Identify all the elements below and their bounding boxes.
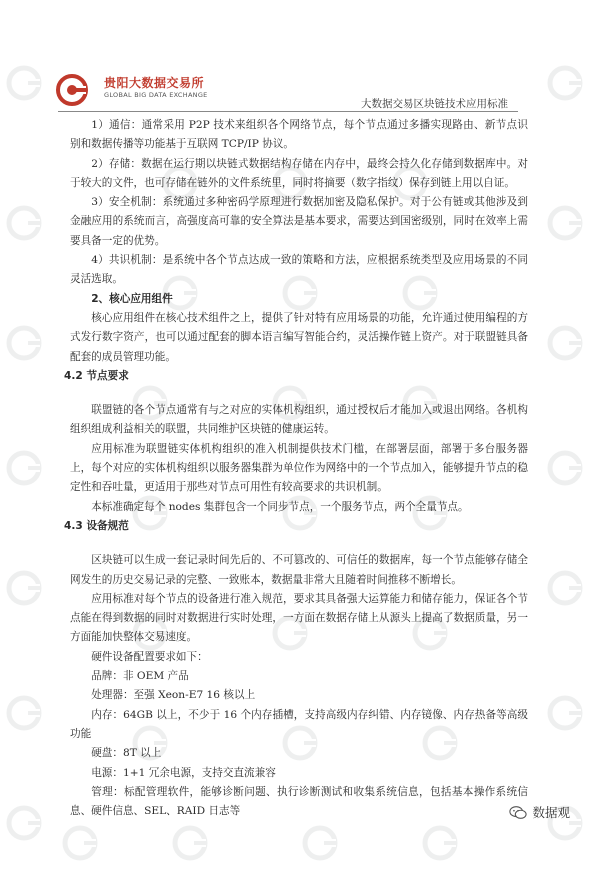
body-paragraph: 本标准确定每个 nodes 集群包含一个同步节点，一个服务节点，两个全量节点。 (91, 500, 469, 513)
body-paragraph: 管理：标配管理软件，能够诊断问题、执行诊断测试和收集系统信息，包括基本操作系统信息、硬件信息、SEL、RAID 日志等 (70, 785, 528, 818)
watermark-logo-icon (545, 320, 591, 366)
paragraph-gap (70, 386, 528, 401)
body-paragraph: 4）共识机制：是系统中各个节点达成一致的策略和方法，应根据系统类型及应用场景的不同灵活选取。 (70, 254, 528, 286)
document-body (64, 116, 528, 821)
subsection-heading: 2、核心应用组件 (91, 292, 173, 305)
document-title: 大数据交易区块链技术应用标准 (361, 98, 508, 110)
body-paragraph: 硬件设备配置要求如下： (91, 650, 208, 663)
section-heading: 4.3 设备规范 (64, 519, 129, 532)
watermark-logo-icon (300, 820, 346, 866)
wechat-icon (509, 805, 527, 820)
watermark-logo-icon (420, 820, 466, 866)
watermark-logo-icon (545, 690, 591, 736)
watermark-logo-icon (4, 800, 50, 846)
body-paragraph: 电源：1+1 冗余电源，支持交直流兼容 (91, 766, 276, 779)
body-paragraph: 处理器：至强 Xeon-E7 16 核以上 (91, 689, 256, 702)
watermark-logo-icon (4, 565, 50, 611)
watermark-text: 数据观 (532, 805, 570, 820)
body-paragraph: 联盟链的各个节点通常有与之对应的实体机构组织，通过授权后才能加入或退出网络。各机构组织组成利益相关的联盟，共同维护区块链的健康运转。 (70, 404, 528, 436)
body-paragraph: 区块链可以生成一套记录时间先后的、不可篡改的、可信任的数据库，每一个节点能够存储全网发生的历史交易记录的完整、一致账本，数据量非常大且随着时间推移不断增长。 (70, 554, 528, 586)
body-paragraph: 3）安全机制：系统通过多种密码学原理进行数据加密及隐私保护。对于公有链或其他涉及到金融应用的系统而言，高强度高可靠的安全算法是基本要求，需要达到国密级别，同时在效率上需要具备一定的优势。 (70, 196, 528, 247)
watermark-logo-icon (4, 445, 50, 491)
body-paragraph: 2）存储：数据在运行期以块链式数据结构存储在内存中，最终会持久化存储到数据库中。对于较大的文件，也可存储在链外的文件系统里，同时将摘要（数字指纹）保存到链上用以自证。 (70, 157, 528, 189)
body-paragraph: 应用标准为联盟链实体机构组织的准入机制提供技术门槛，在部署层面，部署于多台服务器上，每个对应的实体机构组织以服务器集群为单位作为网络中的一个节点加入，能够提升节点的稳定性和吞吐量，更适用于那些对节点可用性有较高要求的共识机制。 (70, 442, 528, 494)
watermark-logo-icon (545, 200, 591, 246)
body-paragraph: 硬盘：8T 以上 (91, 747, 162, 760)
watermark-logo-icon (60, 820, 106, 866)
watermark-logo-icon (545, 445, 591, 491)
footer-watermark (509, 803, 570, 821)
watermark-logo-icon (545, 565, 591, 611)
body-paragraph: 应用标准对每个节点的设备进行准入规范，要求其具备强大运算能力和储存能力，保证各个节点能在得到数据的同时对数据进行实时处理，一方面在数据存储上从源头上提高了数据质量，另一方面能加快整体交易速度。 (70, 592, 528, 644)
org-name-cn: 贵阳大数据交易所 (104, 76, 205, 90)
header-divider (58, 111, 518, 112)
watermark-logo-icon (170, 820, 216, 866)
org-name-en: GLOBAL BIG DATA EXCHANGE (104, 91, 208, 99)
body-paragraph: 内存：64GB 以上，不少于 16 个内存插槽，支持高级内存纠错、内存镜像、内存热备等高级功能 (70, 708, 528, 740)
watermark-logo-icon (4, 690, 50, 736)
watermark-logo-icon (4, 60, 50, 106)
section-heading: 4.2 节点要求 (64, 369, 129, 382)
watermark-logo-icon (4, 320, 50, 366)
exchange-logo-icon (54, 72, 102, 108)
watermark-logo-icon (4, 200, 50, 246)
body-paragraph: 品牌：非 OEM 产品 (91, 670, 189, 683)
watermark-logo-icon (545, 60, 591, 106)
body-paragraph: 核心应用组件在核心技术组件之上，提供了针对特有应用场景的功能，允许通过使用编程的方式发行数字资产，也可以通过配套的脚本语言编写智能合约，灵活操作链上资产。对于联盟链具备配套的成员管理功能。 (70, 311, 528, 363)
paragraph-gap (70, 536, 528, 551)
body-paragraph: 1）通信：通常采用 P2P 技术来组织各个网络节点，每个节点通过多播实现路由、新节点识别和数据传播等功能基于互联网 TCP/IP 协议。 (70, 119, 528, 151)
